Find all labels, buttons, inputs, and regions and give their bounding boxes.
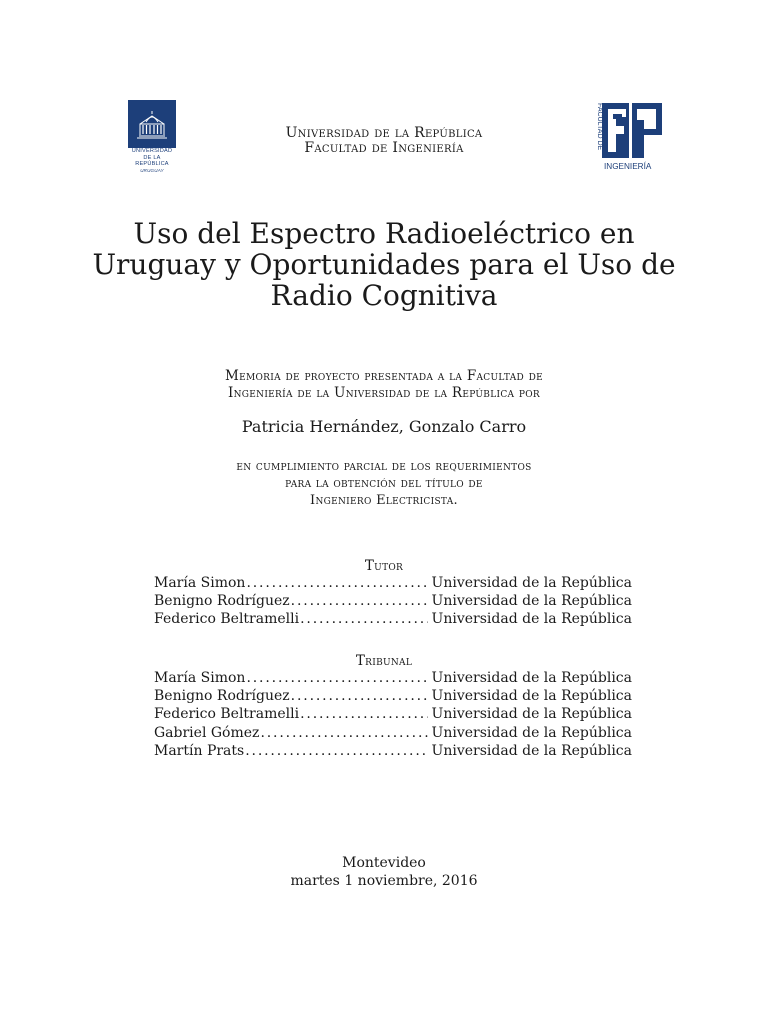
title-line: Radio Cognitiva [270,279,498,312]
person-name: Benigno Rodríguez [154,688,290,705]
tribunal-heading: Tribunal [355,653,413,669]
person-name: Martín Prats [154,742,245,759]
tutor-list [154,574,632,629]
person-institution: Universidad de la República [431,593,632,610]
date: martes 1 noviembre, 2016 [290,873,478,889]
udelar-logo-text: UNIVERSIDAD DE LA REPÚBLICA URUGUAY [131,148,173,173]
memoria-statement [60,368,708,402]
person-name: Benigno Rodríguez [154,593,290,610]
person-name: María Simon [154,575,246,591]
tribunal-row [154,724,632,742]
person-institution: Universidad de la República [431,670,632,686]
tribunal-row [154,669,632,687]
dot-leader [291,687,428,705]
tutor-row [154,574,632,592]
dot-leader [291,592,428,610]
degree-line: en cumplimiento parcial de los requerimientos [236,459,532,474]
person-name: Federico Beltramelli [154,611,300,628]
place-date [0,854,768,890]
tribunal-row [154,742,632,760]
dot-leader [246,669,427,687]
tribunal-row [154,687,632,705]
person-institution: Universidad de la República [431,575,632,591]
dot-leader [246,574,427,592]
fing-horizontal-text: INGENIERÍA [604,162,652,171]
memoria-line: Memoria de proyecto presentada a la Facultad de [224,368,544,384]
dot-leader [245,742,427,760]
university-name: Universidad de la República [285,125,483,141]
fing-vertical-text: FACULTAD DE [596,103,603,151]
degree-line: Ingeniero Electricista. [310,493,458,508]
title-line: Uso del Espectro Radioeléctrico en [133,217,635,250]
person-institution: Universidad de la República [431,742,632,759]
dot-leader [300,705,427,723]
degree-statement [60,458,708,509]
person-name: Federico Beltramelli [154,706,300,723]
degree-line: para la obtención del título de [285,476,483,491]
authors: Patricia Hernández, Gonzalo Carro [241,417,527,436]
memoria-line: Ingeniería de la Universidad de la República por [227,385,541,401]
title-line: Uruguay y Oportunidades para el Uso de [92,248,676,281]
document-title [60,218,708,311]
person-institution: Universidad de la República [431,611,632,628]
tribunal-row [154,705,632,723]
institution-header [0,126,768,156]
person-institution: Universidad de la República [431,724,632,741]
dot-leader [260,724,427,742]
tutor-row [154,610,632,628]
person-name: Gabriel Gómez [154,724,260,741]
tutor-row [154,592,632,610]
city: Montevideo [342,855,426,871]
tribunal-list [154,669,632,760]
person-institution: Universidad de la República [431,706,632,723]
tutor-heading: Tutor [364,558,404,574]
faculty-name: Facultad de Ingeniería [304,140,464,156]
person-name: María Simon [154,670,246,686]
person-institution: Universidad de la República [431,688,632,705]
dot-leader [300,610,427,628]
